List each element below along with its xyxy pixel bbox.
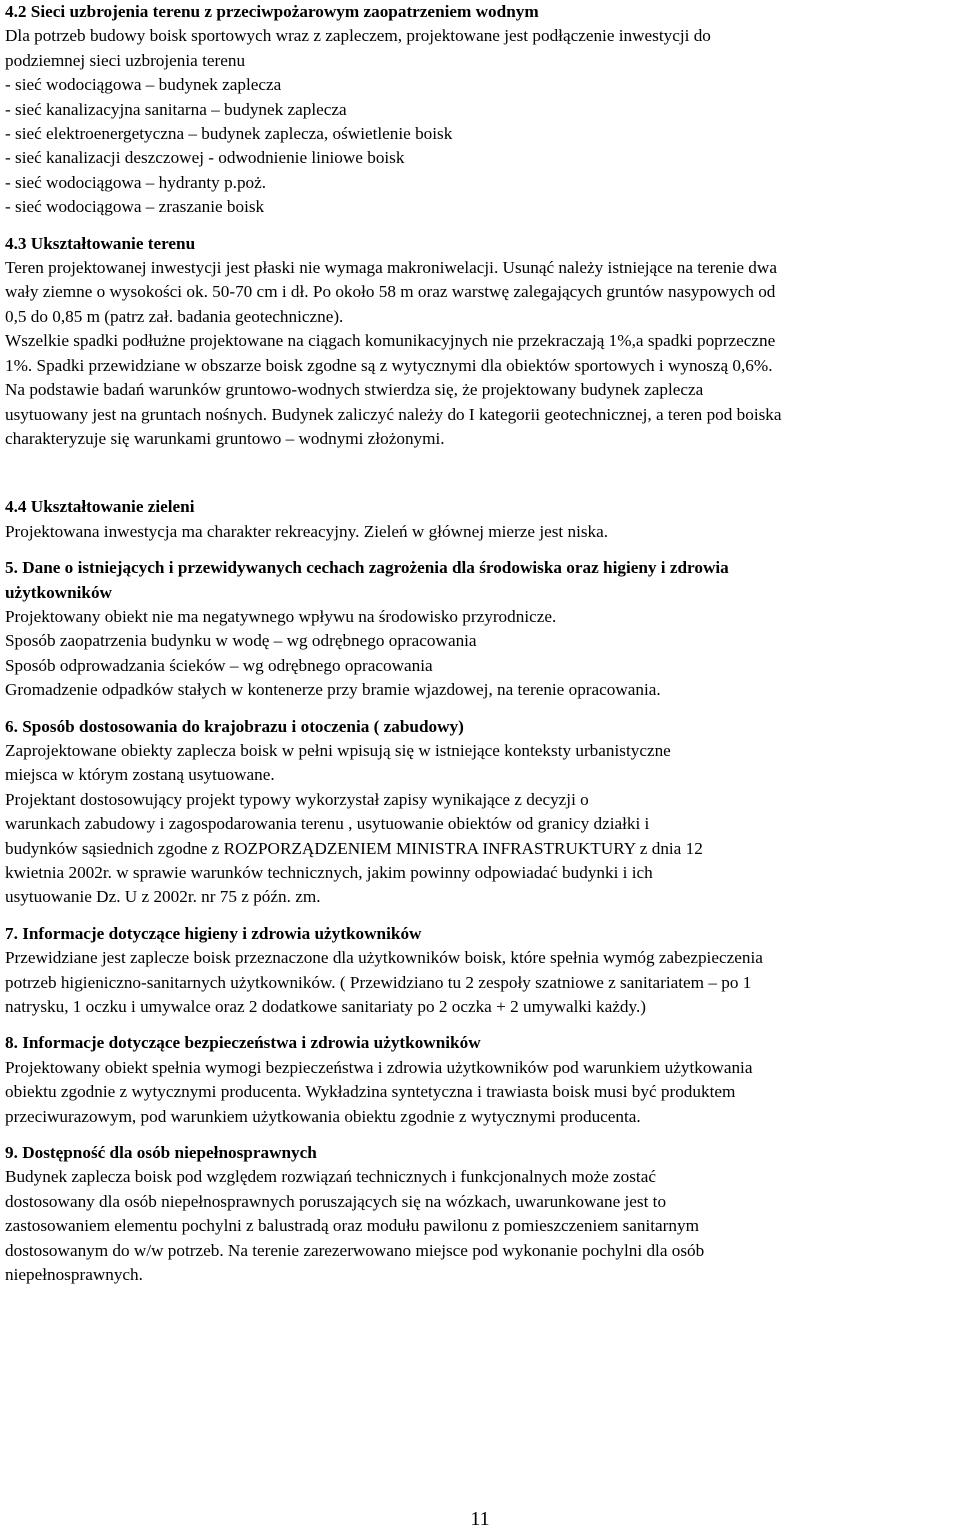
list-item: - sieć kanalizacyjna sanitarna – budynek zaplecza xyxy=(5,99,347,119)
paragraph-line: natrysku, 1 oczku i umywalce oraz 2 dodatkowe sanitariaty po 2 oczka + 2 umywalki każdy.) xyxy=(5,997,646,1017)
paragraph-line: Sposób zaopatrzenia budynku w wodę – wg odrębnego opracowania xyxy=(5,631,477,651)
paragraph-line: Sposób odprowadzania ścieków – wg odrębnego opracowania xyxy=(5,655,433,675)
paragraph-line: Przewidziane jest zaplecze boisk przeznaczone dla użytkowników boisk, które spełnia wymóg zabezpieczenia xyxy=(5,948,763,968)
list-item: - sieć wodociągowa – hydranty p.poż. xyxy=(5,172,267,192)
section-title: 8. Informacje dotyczące bezpieczeństwa i zdrowia użytkowników xyxy=(5,1033,481,1053)
paragraph-line: wały ziemne o wysokości ok. 50-70 cm i dł. Po około 58 m oraz warstwę zalegających gruntów nasypowych od xyxy=(5,282,776,302)
page-number: 11 xyxy=(470,1508,490,1530)
paragraph-line: niepełnosprawnych. xyxy=(5,1265,143,1285)
section-7 xyxy=(5,922,957,1020)
paragraph-line: obiektu zgodnie z wytycznymi producenta. Wykładzina syntetyczna i trawiasta boisk musi być produktem xyxy=(5,1082,736,1102)
paragraph-line: Wszelkie spadki podłużne projektowane na ciągach komunikacyjnych nie przekraczają 1%,a spadki poprzeczne xyxy=(5,331,776,351)
paragraph-line: dostosowanym do w/w potrzeb. Na terenie zarezerwowano miejsce pod wykonanie pochylni dla osób xyxy=(5,1240,705,1260)
paragraph-line: Projektowana inwestycja ma charakter rekreacyjny. Zieleń w głównej mierze jest niska. xyxy=(5,521,609,541)
paragraph-line: podziemnej sieci uzbrojenia terenu xyxy=(5,50,246,70)
paragraph-line: usytuowany jest na gruntach nośnych. Budynek zaliczyć należy do I kategorii geotechnicznej, a teren pod boiska xyxy=(5,404,782,424)
paragraph-line: 1%. Spadki przewidziane w obszarze boisk zgodne są z wytycznymi dla obiektów sportowych i wynoszą 0,6%. xyxy=(5,355,773,375)
section-4-2 xyxy=(5,0,957,220)
paragraph-line: Dla potrzeb budowy boisk sportowych wraz z zapleczem, projektowane jest podłączenie inwestycji do xyxy=(5,26,711,46)
list-item: - sieć wodociągowa – zraszanie boisk xyxy=(5,197,265,217)
section-8 xyxy=(5,1031,957,1129)
section-title: 5. Dane o istniejących i przewidywanych cechach zagrożenia dla środowiska oraz higieny i zdrowia xyxy=(5,558,729,578)
list-item: - sieć kanalizacji deszczowej - odwodnienie liniowe boisk xyxy=(5,148,405,168)
section-title: 9. Dostępność dla osób niepełnosprawnych xyxy=(5,1143,317,1163)
paragraph-line: Gromadzenie odpadków stałych w kontenerze przy bramie wjazdowej, na terenie opracowania. xyxy=(5,680,661,700)
paragraph-line: Budynek zaplecza boisk pod względem rozwiązań technicznych i funkcjonalnych może zostać xyxy=(5,1167,656,1187)
paragraph-line: przeciwurazowym, pod warunkiem użytkowania obiektu zgodnie z wytycznymi producenta. xyxy=(5,1106,641,1126)
section-5 xyxy=(5,556,957,702)
section-9 xyxy=(5,1141,957,1287)
list-item: - sieć wodociągowa – budynek zaplecza xyxy=(5,75,282,95)
paragraph-line: charakteryzuje się warunkami gruntowo – wodnymi złożonymi. xyxy=(5,428,445,448)
section-title: 6. Sposób dostosowania do krajobrazu i otoczenia ( zabudowy) xyxy=(5,716,464,736)
paragraph-line: Na podstawie badań warunków gruntowo-wodnych stwierdza się, że projektowany budynek zaplecza xyxy=(5,380,704,400)
paragraph-line: budynków sąsiednich zgodne z ROZPORZĄDZENIEM MINISTRA INFRASTRUKTURY z dnia 12 xyxy=(5,838,703,858)
document-page xyxy=(5,0,957,1288)
paragraph-line: Zaprojektowane obiekty zaplecza boisk w pełni wpisują się w istniejące konteksty urbanistyczne xyxy=(5,740,671,760)
paragraph-line: 0,5 do 0,85 m (patrz zał. badania geotechniczne). xyxy=(5,306,344,326)
paragraph-line: Projektowany obiekt nie ma negatywnego wpływu na środowisko przyrodnicze. xyxy=(5,606,557,626)
paragraph-line: Teren projektowanej inwestycji jest płaski nie wymaga makroniwelacji. Usunąć należy istniejące na terenie dwa xyxy=(5,258,777,278)
paragraph-line: kwietnia 2002r. w sprawie warunków technicznych, jakim powinny odpowiadać budynki i ich xyxy=(5,863,653,882)
paragraph-line: usytuowanie Dz. U z 2002r. nr 75 z późn. zm. xyxy=(5,887,321,907)
paragraph-line: miejsca w którym zostaną usytuowane. xyxy=(5,765,275,785)
paragraph-line: Projektant dostosowujący projekt typowy wykorzystał zapisy wynikające z decyzji o xyxy=(5,789,589,809)
section-title: 7. Informacje dotyczące higieny i zdrowia użytkowników xyxy=(5,923,422,943)
paragraph-line: warunkach zabudowy i zagospodarowania terenu , usytuowanie obiektów od granicy działki i xyxy=(5,814,650,834)
paragraph-line: zastosowaniem elementu pochylni z balustradą oraz modułu pawilonu z pomieszczeniem sanitarnym xyxy=(5,1216,699,1236)
section-title-continued: użytkowników xyxy=(5,582,112,602)
list-item: - sieć elektroenergetyczna – budynek zaplecza, oświetlenie boisk xyxy=(5,124,453,144)
section-6 xyxy=(5,715,957,910)
section-title: 4.4 Ukształtowanie zieleni xyxy=(5,497,195,517)
section-title: 4.2 Sieci uzbrojenia terenu z przeciwpożarowym zaopatrzeniem wodnym xyxy=(5,2,539,21)
paragraph-line: Projektowany obiekt spełnia wymogi bezpieczeństwa i zdrowia użytkowników pod warunkiem użytkowania xyxy=(5,1057,753,1077)
paragraph-line: potrzeb higieniczno-sanitarnych użytkowników. ( Przewidziano tu 2 zespoły szatniowe z sanitariatem – po 1 xyxy=(5,972,752,992)
section-title: 4.3 Ukształtowanie terenu xyxy=(5,233,196,253)
section-4-4 xyxy=(5,495,957,544)
section-4-3 xyxy=(5,232,957,452)
paragraph-line: dostosowany dla osób niepełnosprawnych poruszających się na wózkach, uwarunkowane jest to xyxy=(5,1191,667,1211)
